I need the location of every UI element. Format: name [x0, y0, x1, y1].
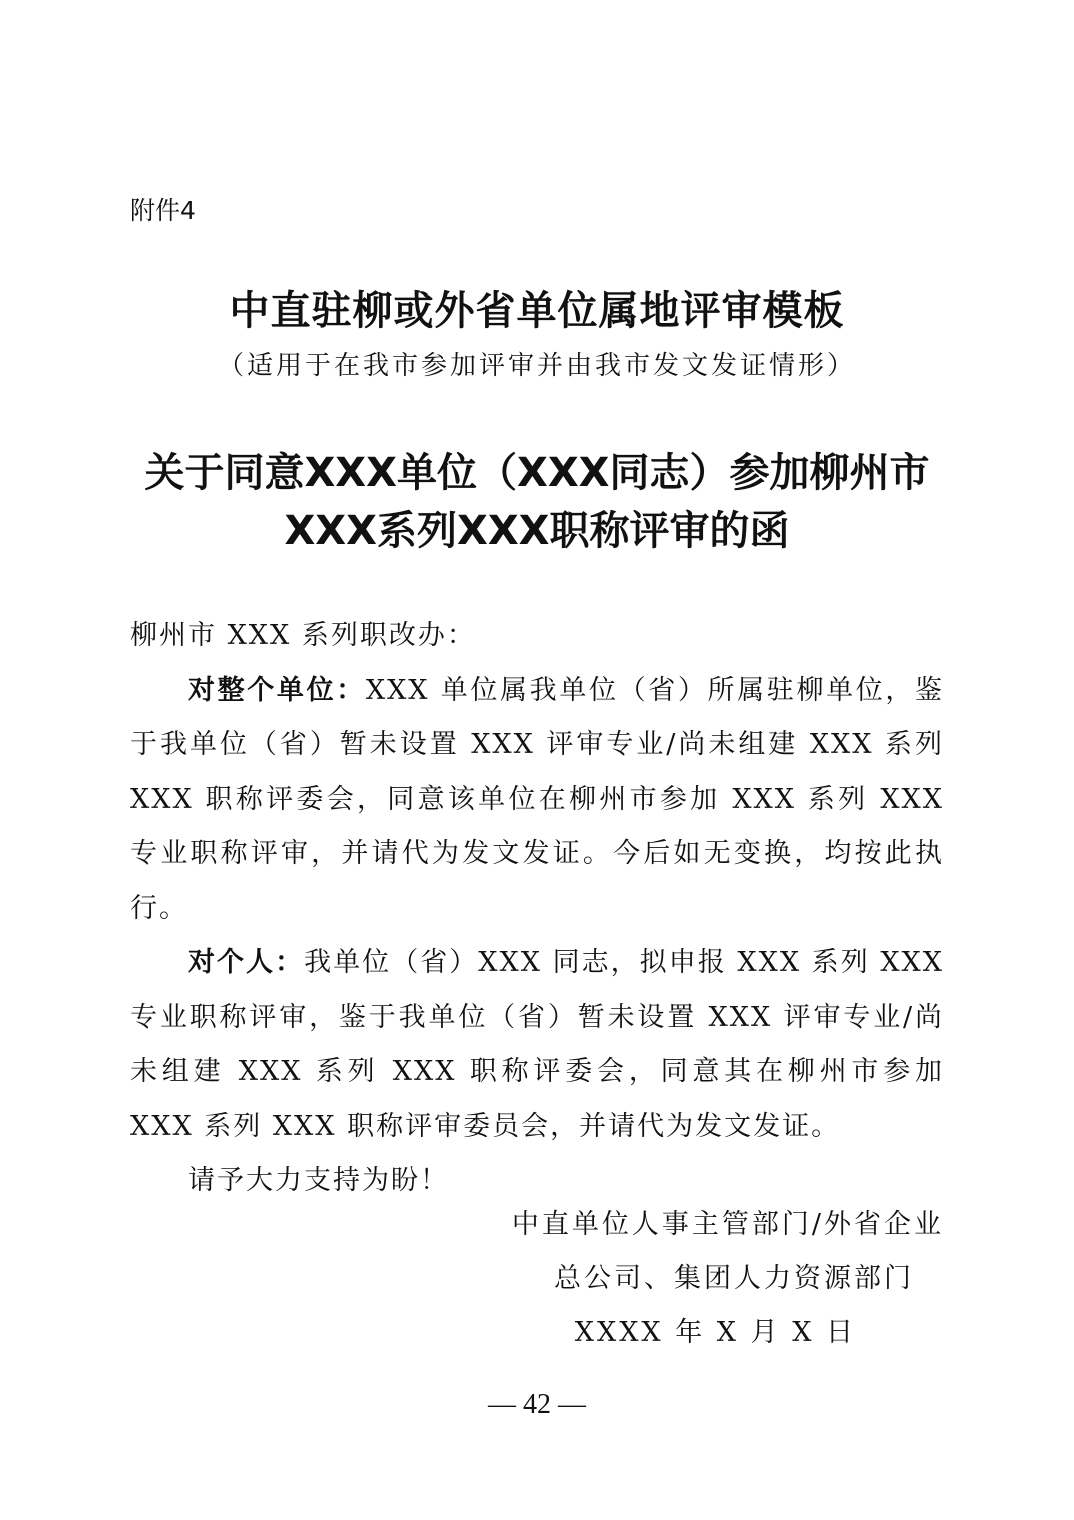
- individual-text: 我单位（省）XXX 同志，拟申报 XXX 系列 XXX 专业职称评审，鉴于我单位（省）暂未设置 XXX 评审专业/尚未组建 XXX 系列 XXX 职称评委会，同意其在柳州市参加 XXX 系列 XXX 职称评审委员会，并请代为发文发证。: [130, 947, 944, 1142]
- signature-date: XXXX 年 X 月 X 日: [574, 1317, 856, 1348]
- closing-line: 请予大力支持为盼！: [188, 1165, 449, 1196]
- individual-paragraph: [130, 936, 944, 1154]
- unit-text: XXX 单位属我单位（省）所属驻柳单位，鉴于我单位（省）暂未设置 XXX 评审专业/尚未组建 XXX 系列 XXX 职称评委会，同意该单位在柳州市参加 XXX 系列 XXX 专业职称评审，并请代为发文发证。今后如无变换，均按此执行。: [130, 674, 945, 924]
- page-number: — 42 —: [488, 1389, 586, 1420]
- letter-body: [130, 609, 944, 1209]
- signature-block: [512, 1198, 944, 1360]
- letter-title: [0, 444, 1074, 560]
- template-subtitle: （适用于在我市参加评审并由我市发文发证情形）: [217, 351, 856, 381]
- signature-line1: 中直单位人事主管部门/外省企业: [511, 1209, 944, 1240]
- letter-title-line2: XXX系列XXX职称评审的函: [284, 508, 790, 554]
- template-title: 中直驻柳或外省单位属地评审模板: [229, 288, 845, 334]
- attachment-label: 附件4: [130, 196, 196, 225]
- salutation: 柳州市 XXX 系列职改办：: [130, 620, 476, 651]
- individual-label: 对个人：: [188, 947, 305, 978]
- unit-paragraph: [130, 664, 944, 937]
- unit-label: 对整个单位：: [188, 674, 366, 706]
- signature-line2: 总公司、集团人力资源部门: [554, 1263, 914, 1294]
- letter-title-line1: 关于同意XXX单位（XXX同志）参加柳州市: [144, 450, 930, 496]
